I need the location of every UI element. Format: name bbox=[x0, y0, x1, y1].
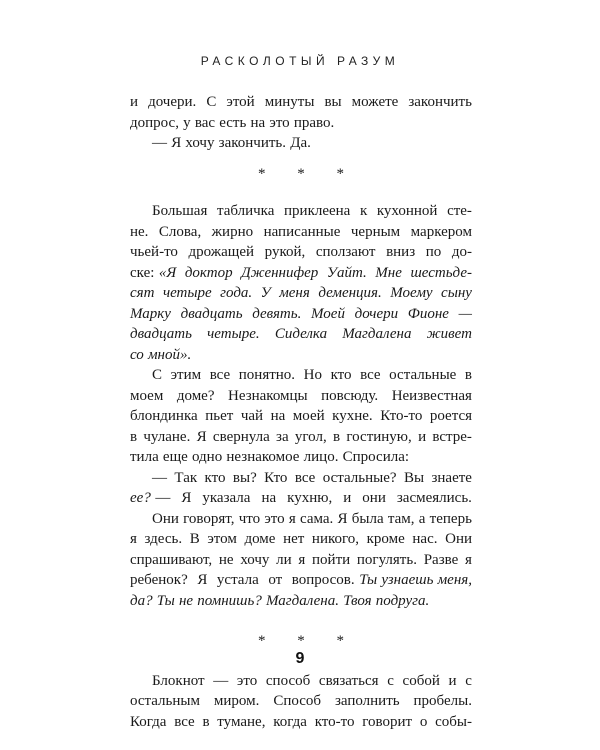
text-line: моем доме? Незнакомцы повсюду. Неизвестная bbox=[130, 387, 472, 404]
text-line-italic: Марку двадцать девять. Моей дочери Фионе — bbox=[130, 305, 472, 322]
text-line: С этим все понятно. Но кто все остальные в bbox=[152, 367, 472, 383]
text-line: спрашивают, не хочу ли я пойти погулять. Разве я bbox=[130, 551, 472, 568]
text-line: не. Слова, жирно написанные черным маркером bbox=[130, 223, 472, 240]
text-segment-italic: Ты узнаешь меня, bbox=[359, 572, 472, 588]
text-segment: ребенок? Я устала от вопросов. bbox=[130, 572, 355, 588]
text-line: остальным миром. Способ заполнить пробелы. bbox=[130, 693, 472, 709]
text-line: Большая табличка приклеена к кухонной сте- bbox=[152, 203, 472, 219]
body-text bbox=[130, 92, 472, 732]
text-line: в чулане. Я свернула за угол, в гостиную, и встре- bbox=[130, 428, 472, 445]
text-line: — Я хочу закончить. Да. bbox=[152, 135, 311, 151]
text-line: блондинка пьет чай на моей кухне. Кто-то роется bbox=[130, 408, 472, 424]
text-line: и дочери. С этой минуты вы можете закончить bbox=[130, 94, 472, 110]
text-line: допрос, у вас есть на это право. bbox=[130, 114, 335, 131]
text-line-italic: двадцать четыре. Сиделка Магдалена живет bbox=[130, 326, 472, 342]
text-line bbox=[130, 570, 472, 591]
section-separator: * * * bbox=[258, 165, 358, 182]
text-line bbox=[130, 488, 472, 509]
text-line: Когда все в тумане, когда кто-то говорит о собы- bbox=[130, 713, 472, 730]
text-line: — Так кто вы? Кто все остальные? Вы знаете bbox=[152, 469, 472, 486]
section-separator: * * * bbox=[258, 633, 358, 649]
text-line: Они говорят, что это я сама. Я была там, а теперь bbox=[152, 510, 472, 527]
text-line-italic: со мной». bbox=[130, 346, 192, 363]
text-line: Блокнот — это способ связаться с собой и с bbox=[152, 672, 472, 689]
text-line: чьей-то дрожащей рукой, сползают вниз по до- bbox=[130, 244, 472, 260]
running-head: РАСКОЛОТЫЙ РАЗУМ bbox=[200, 54, 400, 68]
text-segment-italic: ее? bbox=[130, 490, 151, 506]
text-line bbox=[130, 263, 472, 284]
text-segment-italic: «Я доктор Дженнифер Уайт. Мне шестьде- bbox=[158, 264, 472, 281]
text-segment: — Я указала на кухню, и они засмеялись. bbox=[155, 490, 472, 506]
text-line: я здесь. В этом доме нет никого, кроме нас. Они bbox=[130, 531, 472, 547]
text-line-italic: да? Ты не помнишь? Магдалена. Твоя подруга. bbox=[130, 592, 430, 609]
text-line: тила еще одно незнакомое лицо. Спросила: bbox=[130, 449, 410, 465]
text-segment: ске: bbox=[130, 264, 155, 281]
text-line-italic: сят четыре года. У меня деменция. Моему сыну bbox=[130, 285, 472, 301]
page-number: 9 bbox=[295, 650, 305, 667]
